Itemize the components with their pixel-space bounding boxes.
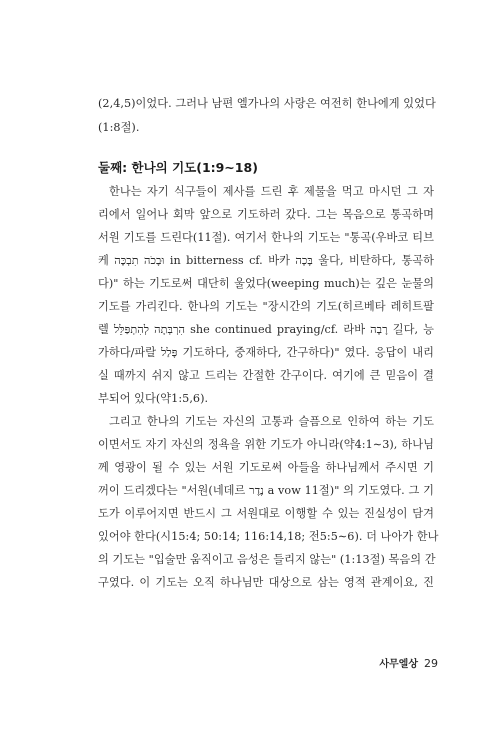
- paragraph-line: 의 기도는 "입술만 움직이고 음성은 들리지 않는" (1:13절) 목음의 간: [98, 553, 436, 566]
- paragraph-line: 한나는 자기 식구들이 제사를 드린 후 제물을 먹고 마시던 그 자: [109, 185, 434, 198]
- paragraph-line: 도가 이루어지면 반드시 그 서원대로 이행할 수 있는 진실성이 담겨: [98, 507, 434, 520]
- paragraph-line: 기도를 가리킨다. 한나의 기도는 "장시간의 기도(히르베타 레히트팔: [98, 300, 434, 313]
- paragraph-line: 케 וּבָכֹה תִבְכֶּה in bitterness cf. 바카 בָּכָה 울다, 비탄하다, 통곡하: [98, 254, 435, 267]
- paragraph-line: 그리고 한나의 기도는 자신의 고통과 슬픔으로 인하여 하는 기도: [109, 415, 434, 428]
- paragraph-line: 구였다. 이 기도는 오직 하나님만 대상으로 삼는 영적 관계이요, 진: [98, 576, 434, 589]
- paragraph-line: 서원 기도를 드린다(11절). 여기서 한나의 기도는 "통곡(우바코 티브: [98, 231, 434, 244]
- paragraph-line: 리에서 일어나 회막 앞으로 기도하러 갔다. 그는 목음으로 통곡하며: [98, 208, 434, 221]
- paragraph-line: 있어야 한다(시15:4; 50:14; 116:14,18; 전5:5∼6). 더 나아가 한나: [98, 530, 439, 543]
- paragraph-line: (1:8절).: [98, 121, 140, 134]
- section-heading: 둘째: 한나의 기도(1:9∼18): [98, 160, 258, 175]
- paragraph-line: 부되어 있다(약1:5,6).: [98, 392, 209, 405]
- paragraph-line: 꺼이 드리겠다는 "서원(네데르 נֶדֶר a vow 11절)" 의 기도였다. 그 기: [98, 484, 434, 497]
- paragraph-line: 가하다/파랄 פָּלַל 기도하다, 중재하다, 간구하다)" 였다. 응답이 내리: [98, 346, 434, 359]
- paragraph-line: 다)" 하는 기도로써 대단히 울었다(weeping much)는 깊은 눈물의: [98, 277, 434, 290]
- paragraph-line: 렐 הִרְבְּתָה לְהִתְפַּלֵּל she continued praying/cf. 라바 רָבָה 길다, 능: [98, 323, 435, 336]
- page-number: 29: [424, 657, 438, 670]
- page-footer: [379, 655, 438, 670]
- paragraph-line: 실 때까지 쉬지 않고 드리는 간절한 간구이다. 여기에 큰 믿음이 결: [98, 369, 434, 382]
- paragraph-line: 께 영광이 될 수 있는 서원 기도로써 아들을 하나님께서 주시면 기: [98, 461, 434, 474]
- paragraph-line: (2,4,5)이었다. 그러나 남편 엘가나의 사랑은 여전히 한나에게 있었다: [98, 97, 436, 110]
- paragraph-line: 이면서도 자기 자신의 정욕을 위한 기도가 아니라(약4:1∼3), 하나님: [98, 438, 434, 451]
- book-title: 사무엘상: [379, 659, 418, 670]
